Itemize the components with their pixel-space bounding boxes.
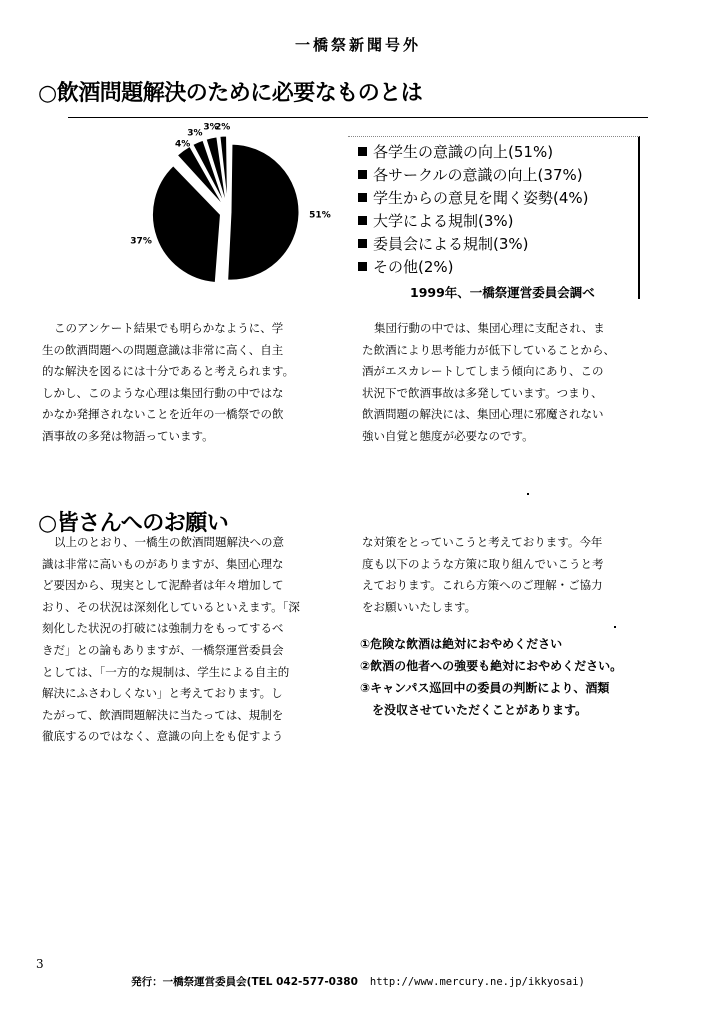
square-bullet-icon (358, 170, 367, 179)
request-column-right: な対策をとっていこうと考えております。今年 度も以下のような方策に取り組んでいこうと考 えております。これら方策へのご理解・ご協力 をお願いいたします。 (362, 535, 604, 614)
publisher-info: 発行：一橋祭運営委員会(TEL 042-577-0380 (131, 976, 358, 988)
chart-legend (348, 136, 640, 299)
request-item: を没収させていただくことがあります。 (360, 703, 588, 717)
section-title-drinking-problem: ○飲酒問題解決のために必要なものとは (38, 80, 423, 106)
website-url: http://www.mercury.ne.jp/ikkyosai) (369, 976, 585, 988)
survey-source: 1999年、一橋祭運営委員会調べ (410, 285, 595, 300)
legend-item: 委員会による規制(3%) (358, 233, 529, 254)
pie-slice-label: 3% (203, 122, 219, 133)
section-title-request: ○皆さんへのお願い (38, 510, 229, 536)
request-item: ③キャンパス巡回中の委員の判断により、酒類 (360, 681, 610, 695)
footer-contact (0, 974, 716, 989)
page-number: 3 (36, 957, 44, 971)
request-column-left: 以上のとおり、一橋生の飲酒問題解決への意 識は非常に高いものがありますが、集団心理な ど要因から、現実として泥酔者は年々増加して おり、その状況は深刻化しているといえます。「深 刻化した状況の打破には強制力をもってするべ きだ」との論もありますが、一橋祭運営委員会 としては、「一方的な規制は、学生による自主的 解決にふさわしくない」と考えております。し たがって、飲酒問題解決に当たっては、規制を 徹底するのではなく、意識の向上をも促すよう (42, 535, 300, 744)
speck (614, 626, 616, 628)
square-bullet-icon (358, 147, 367, 156)
legend-item: 各学生の意識の向上(51%) (358, 141, 553, 162)
square-bullet-icon (358, 262, 367, 271)
square-bullet-icon (358, 193, 367, 202)
pie-slice (228, 144, 299, 280)
square-bullet-icon (358, 239, 367, 248)
section-divider (68, 117, 648, 118)
request-item: ②飲酒の他者への強要も絶対におやめください。 (360, 659, 623, 673)
legend-item: 大学による規制(3%) (358, 210, 514, 231)
pie-slice-label: 4% (174, 139, 191, 150)
pie-slice-label: 51% (309, 210, 331, 221)
newsletter-header: 一橋祭新聞号外 (294, 36, 421, 54)
request-item: ①危険な飲酒は絶対におやめください (360, 637, 563, 651)
pie-slice-label: 2% (215, 122, 231, 133)
article-column-left: このアンケート結果でも明らかなように、学 生の飲酒問題への問題意識は非常に高く、自主 的な解決を図るには十分であると考えられます。 しかし、このような心理は集団行動の中ではな かなか発揮されないことを近年の一橋祭での飲 酒事故の多発は物語っています。 (42, 321, 295, 443)
pie-chart (128, 122, 338, 288)
request-list (360, 633, 622, 721)
legend-item: 各サークルの意識の向上(37%) (358, 164, 583, 185)
legend-item: 学生からの意見を聞く姿勢(4%) (358, 187, 589, 208)
pie-slice-label: 3% (187, 128, 203, 139)
article-column-right: 集団行動の中では、集団心理に支配され、ま た飲酒により思考能力が低下していることから、 酒がエスカレートしてしまう傾向にあり、この 状況下で飲酒事故は多発しています。つまり、 飲酒問題の解決には、集団心理に邪魔されない 強い自覚と態度が必要なのです。 (362, 321, 615, 443)
legend-item: その他(2%) (358, 256, 454, 277)
speck (527, 493, 529, 495)
square-bullet-icon (358, 216, 367, 225)
pie-slice-label: 37% (130, 236, 152, 247)
